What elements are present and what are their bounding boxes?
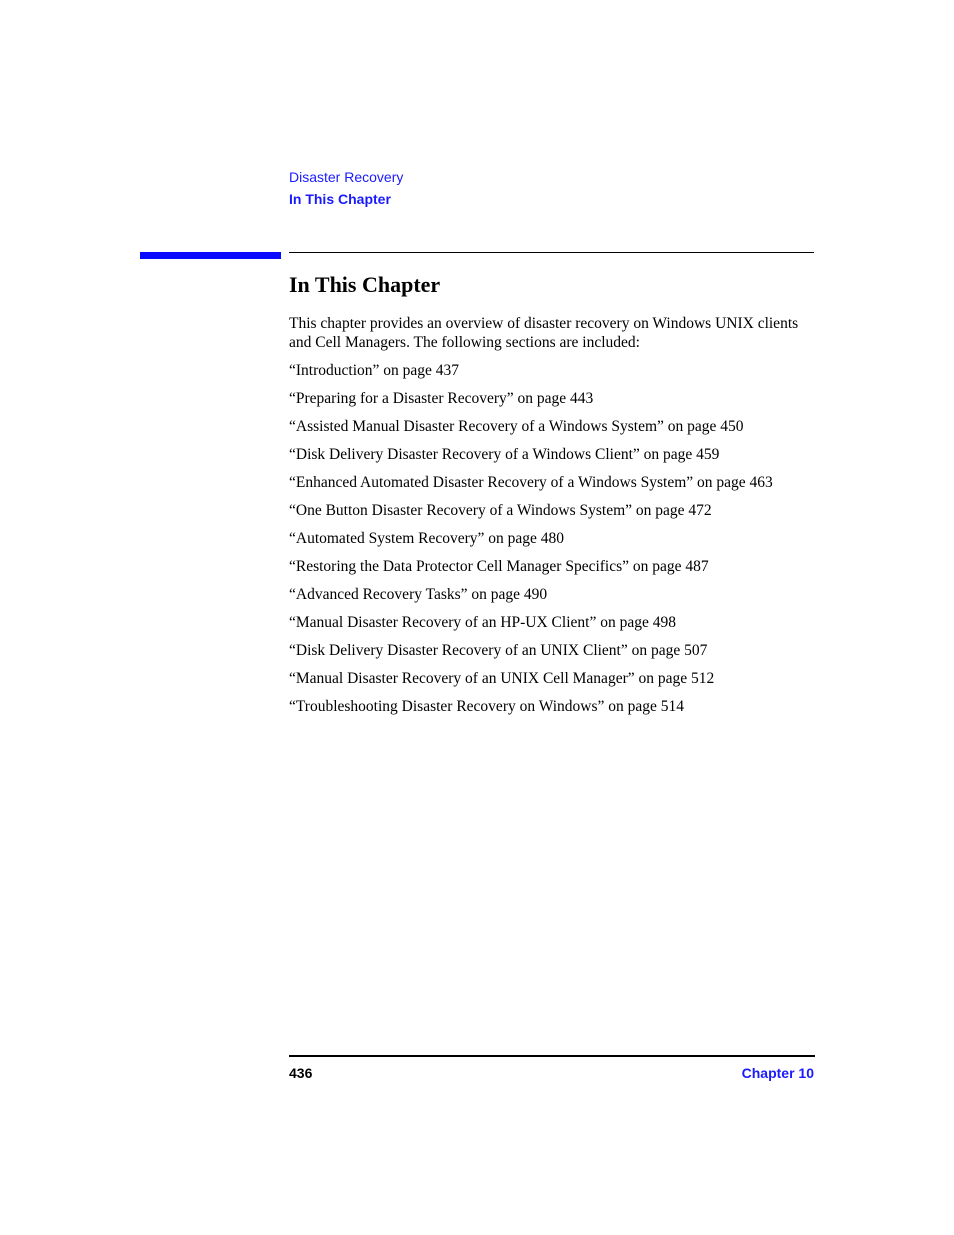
toc-item[interactable]: “Restoring the Data Protector Cell Manager Specifics” on page 487 xyxy=(289,558,709,575)
toc-item[interactable]: “Manual Disaster Recovery of an UNIX Cell Manager” on page 512 xyxy=(289,670,715,687)
toc-item[interactable]: “Automated System Recovery” on page 480 xyxy=(289,530,565,547)
section-list xyxy=(289,361,814,716)
main-content xyxy=(289,268,814,725)
toc-item[interactable]: “Manual Disaster Recovery of an HP-UX Client” on page 498 xyxy=(289,614,676,631)
section-divider xyxy=(289,252,814,253)
page-number: 436 xyxy=(289,1065,313,1081)
intro-paragraph: This chapter provides an overview of disaster recovery on Windows UNIX clients and Cell Managers. The following sections are included: xyxy=(289,315,799,351)
toc-item[interactable]: “Advanced Recovery Tasks” on page 490 xyxy=(289,586,548,603)
toc-item[interactable]: “Disk Delivery Disaster Recovery of a Windows Client” on page 459 xyxy=(289,446,720,463)
page-title: In This Chapter xyxy=(289,272,441,297)
toc-item[interactable]: “Assisted Manual Disaster Recovery of a Windows System” on page 450 xyxy=(289,418,744,435)
chapter-accent-bar xyxy=(140,252,281,259)
toc-item[interactable]: “Introduction” on page 437 xyxy=(289,362,460,379)
toc-item[interactable]: “Troubleshooting Disaster Recovery on Windows” on page 514 xyxy=(289,698,685,715)
toc-item[interactable]: “Enhanced Automated Disaster Recovery of a Windows System” on page 463 xyxy=(289,474,773,491)
breadcrumb xyxy=(289,166,403,210)
breadcrumb-section[interactable]: Disaster Recovery xyxy=(289,169,404,185)
footer-divider xyxy=(289,1055,815,1057)
toc-item[interactable]: “Preparing for a Disaster Recovery” on page 443 xyxy=(289,390,594,407)
toc-item[interactable]: “One Button Disaster Recovery of a Windows System” on page 472 xyxy=(289,502,712,519)
toc-item[interactable]: “Disk Delivery Disaster Recovery of an UNIX Client” on page 507 xyxy=(289,642,708,659)
breadcrumb-subsection[interactable]: In This Chapter xyxy=(289,191,391,207)
chapter-label[interactable]: Chapter 10 xyxy=(741,1065,814,1081)
